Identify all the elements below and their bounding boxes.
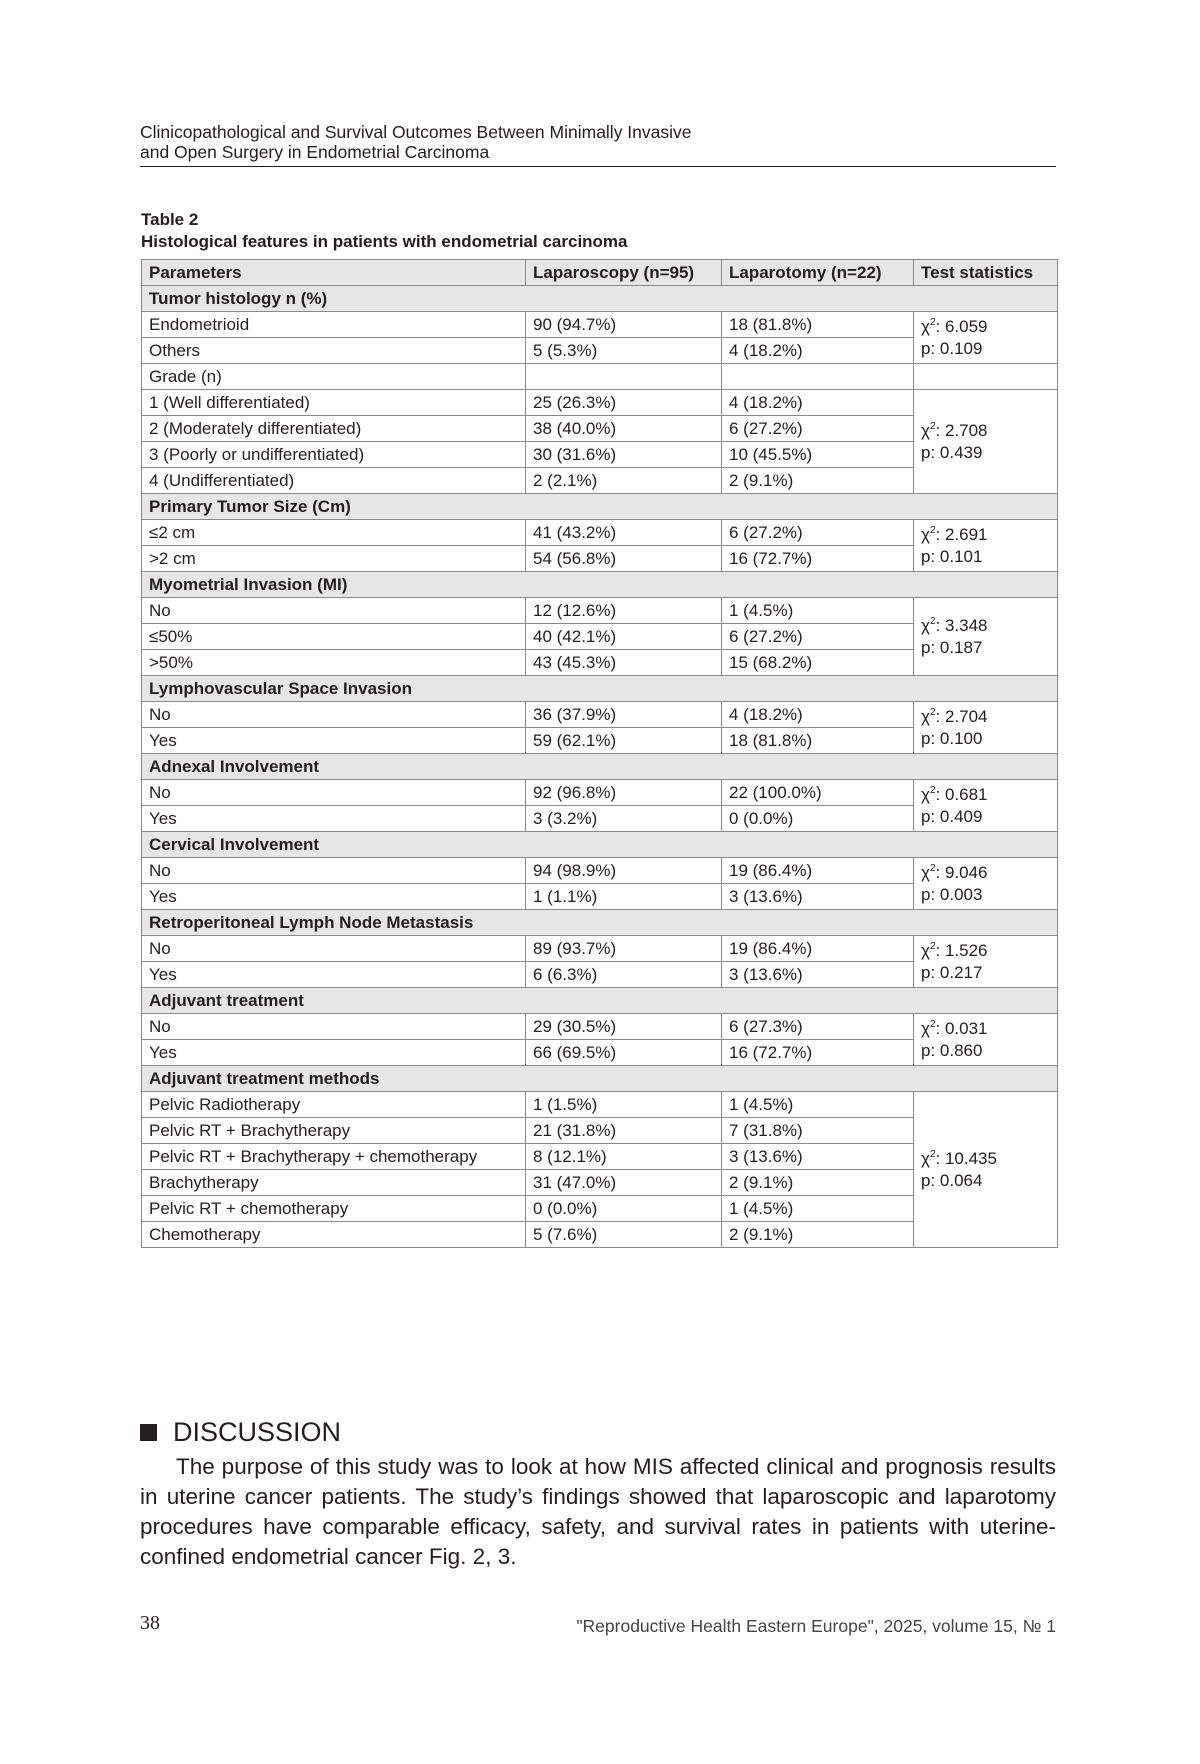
laparotomy-cell: 2 (9.1%) (722, 1222, 914, 1248)
parameter-cell: No (142, 702, 526, 728)
test-statistics-cell (914, 936, 1058, 988)
p-prefix: p: (921, 806, 940, 826)
laparotomy-cell: 2 (9.1%) (722, 468, 914, 494)
parameter-cell: >50% (142, 650, 526, 676)
p-prefix: p: (921, 637, 940, 657)
laparoscopy-cell: 5 (5.3%) (526, 338, 722, 364)
p-prefix: p: (921, 1040, 940, 1060)
table-row (142, 520, 1058, 546)
group-title: Lymphovascular Space Invasion (142, 676, 1058, 702)
group-header-row (142, 494, 1058, 520)
chi-symbol: χ (921, 524, 930, 544)
parameter-cell: No (142, 780, 526, 806)
empty-cell (722, 364, 914, 390)
running-head (140, 122, 1056, 167)
laparotomy-cell: 16 (72.7%) (722, 1040, 914, 1066)
chi-square-value: $\chi^2$: 2.708 (921, 420, 988, 440)
parameter-cell: Yes (142, 1040, 526, 1066)
table-row (142, 598, 1058, 624)
chi-symbol: χ (921, 706, 930, 726)
parameter-cell: Endometrioid (142, 312, 526, 338)
chi-number: 0.031 (944, 1018, 988, 1038)
parameter-cell: Pelvic Radiotherapy (142, 1092, 526, 1118)
group-title: Adjuvant treatment (142, 988, 1058, 1014)
chi-square-value: $\chi^2$: 0.031 (921, 1018, 988, 1038)
p-value (921, 338, 1050, 360)
laparotomy-cell: 18 (81.8%) (722, 312, 914, 338)
laparotomy-cell: 7 (31.8%) (722, 1118, 914, 1144)
parameter-cell: No (142, 936, 526, 962)
laparoscopy-cell: 3 (3.2%) (526, 806, 722, 832)
laparotomy-cell: 18 (81.8%) (722, 728, 914, 754)
chi-square-value: $\chi^2$: 9.046 (921, 862, 988, 882)
laparotomy-cell: 2 (9.1%) (722, 1170, 914, 1196)
laparoscopy-cell: 43 (45.3%) (526, 650, 722, 676)
p-value (921, 884, 1050, 906)
group-title: Grade (n) (142, 364, 526, 390)
chi-square-value: $\chi^2$: 6.059 (921, 316, 988, 336)
running-head-line-2: and Open Surgery in Endometrial Carcinoma (140, 142, 490, 162)
p-prefix: p: (921, 728, 940, 748)
table-row (142, 936, 1058, 962)
table-row (142, 312, 1058, 338)
group-header-row (142, 364, 1058, 390)
header-test-statistics: Test statistics (914, 260, 1058, 286)
laparoscopy-cell: 40 (42.1%) (526, 624, 722, 650)
laparoscopy-cell: 2 (2.1%) (526, 468, 722, 494)
chi-square-value: $\chi^2$: 0.681 (921, 784, 988, 804)
parameter-cell: No (142, 858, 526, 884)
laparotomy-cell: 4 (18.2%) (722, 702, 914, 728)
histology-table (141, 259, 1058, 1248)
chi-symbol: χ (921, 420, 930, 440)
laparoscopy-cell: 89 (93.7%) (526, 936, 722, 962)
group-title: Cervical Involvement (142, 832, 1058, 858)
laparotomy-cell: 15 (68.2%) (722, 650, 914, 676)
table-header-row (142, 260, 1058, 286)
laparotomy-cell: 19 (86.4%) (722, 858, 914, 884)
running-head-line-1: Clinicopathological and Survival Outcomes Between Minimally Invasive (140, 122, 692, 142)
laparotomy-cell: 6 (27.2%) (722, 416, 914, 442)
p-number: 0.409 (939, 806, 983, 826)
discussion-heading-text: DISCUSSION (173, 1417, 342, 1447)
laparotomy-cell: 6 (27.2%) (722, 520, 914, 546)
test-statistics-cell (914, 312, 1058, 364)
chi-exponent: 2 (929, 1018, 936, 1030)
header-parameters: Parameters (142, 260, 526, 286)
laparoscopy-cell: 38 (40.0%) (526, 416, 722, 442)
group-title: Myometrial Invasion (MI) (142, 572, 1058, 598)
chi-exponent: 2 (929, 862, 936, 874)
group-header-row (142, 1066, 1058, 1092)
table-caption (141, 209, 628, 253)
group-header-row (142, 286, 1058, 312)
p-number: 0.100 (939, 728, 983, 748)
laparotomy-cell: 4 (18.2%) (722, 338, 914, 364)
p-value (921, 806, 1050, 828)
p-number: 0.860 (939, 1040, 983, 1060)
laparotomy-cell: 10 (45.5%) (722, 442, 914, 468)
p-number: 0.187 (939, 637, 983, 657)
laparotomy-cell: 19 (86.4%) (722, 936, 914, 962)
chi-exponent: 2 (929, 524, 936, 536)
test-statistics-cell (914, 598, 1058, 676)
chi-exponent: 2 (929, 940, 936, 952)
p-value (921, 637, 1050, 659)
parameter-cell: ≤50% (142, 624, 526, 650)
laparoscopy-cell: 0 (0.0%) (526, 1196, 722, 1222)
page-number: 38 (140, 1612, 160, 1634)
p-number: 0.109 (939, 338, 983, 358)
chi-number: 2.691 (944, 524, 988, 544)
empty-cell (526, 364, 722, 390)
group-header-row (142, 676, 1058, 702)
chi-exponent: 2 (929, 1148, 936, 1160)
table-row (142, 1014, 1058, 1040)
chi-symbol: χ (921, 862, 930, 882)
laparotomy-cell: 6 (27.2%) (722, 624, 914, 650)
p-value (921, 442, 1050, 464)
parameter-cell: 3 (Poorly or undifferentiated) (142, 442, 526, 468)
parameter-cell: Pelvic RT + chemotherapy (142, 1196, 526, 1222)
parameter-cell: Yes (142, 728, 526, 754)
laparoscopy-cell: 66 (69.5%) (526, 1040, 722, 1066)
laparoscopy-cell: 5 (7.6%) (526, 1222, 722, 1248)
group-title: Adjuvant treatment methods (142, 1066, 1058, 1092)
chi-number: 10.435 (944, 1148, 997, 1168)
p-value (921, 546, 1050, 568)
group-header-row (142, 754, 1058, 780)
parameter-cell: No (142, 598, 526, 624)
parameter-cell: Yes (142, 884, 526, 910)
laparoscopy-cell: 6 (6.3%) (526, 962, 722, 988)
p-number: 0.003 (939, 884, 983, 904)
table-label: Table 2 (141, 210, 199, 229)
p-prefix: p: (921, 442, 940, 462)
chi-exponent: 2 (929, 784, 936, 796)
laparoscopy-cell: 94 (98.9%) (526, 858, 722, 884)
chi-exponent: 2 (929, 316, 936, 328)
test-statistics-cell (914, 390, 1058, 494)
table-row (142, 1092, 1058, 1118)
parameter-cell: Pelvic RT + Brachytherapy + chemotherapy (142, 1144, 526, 1170)
laparoscopy-cell: 8 (12.1%) (526, 1144, 722, 1170)
table-row (142, 780, 1058, 806)
laparoscopy-cell: 59 (62.1%) (526, 728, 722, 754)
laparoscopy-cell: 92 (96.8%) (526, 780, 722, 806)
chi-symbol: χ (921, 316, 930, 336)
p-value (921, 962, 1050, 984)
p-value (921, 728, 1050, 750)
square-bullet-icon (140, 1424, 157, 1441)
laparotomy-cell: 4 (18.2%) (722, 390, 914, 416)
laparotomy-cell: 1 (4.5%) (722, 1196, 914, 1222)
chi-symbol: χ (921, 1148, 930, 1168)
p-prefix: p: (921, 1170, 940, 1190)
parameter-cell: Yes (142, 962, 526, 988)
laparoscopy-cell: 30 (31.6%) (526, 442, 722, 468)
laparoscopy-cell: 1 (1.5%) (526, 1092, 722, 1118)
p-value (921, 1170, 1050, 1192)
chi-exponent: 2 (929, 420, 936, 432)
laparotomy-cell: 1 (4.5%) (722, 598, 914, 624)
chi-number: 2.704 (944, 706, 988, 726)
journal-footer: "Reproductive Health Eastern Europe", 2025, volume 15, № 1 (576, 1616, 1056, 1636)
chi-square-value: $\chi^2$: 2.704 (921, 706, 988, 726)
header-laparoscopy: Laparoscopy (n=95) (526, 260, 722, 286)
laparoscopy-cell: 12 (12.6%) (526, 598, 722, 624)
chi-number: 0.681 (944, 784, 988, 804)
p-prefix: p: (921, 546, 940, 566)
laparoscopy-cell: 31 (47.0%) (526, 1170, 722, 1196)
laparotomy-cell: 3 (13.6%) (722, 884, 914, 910)
laparotomy-cell: 3 (13.6%) (722, 1144, 914, 1170)
chi-number: 6.059 (944, 316, 988, 336)
parameter-cell: Others (142, 338, 526, 364)
chi-square-value: $\chi^2$: 10.435 (921, 1148, 997, 1168)
group-header-row (142, 572, 1058, 598)
chi-square-value: $\chi^2$: 1.526 (921, 940, 988, 960)
p-prefix: p: (921, 962, 940, 982)
parameter-cell: Pelvic RT + Brachytherapy (142, 1118, 526, 1144)
group-title: Adnexal Involvement (142, 754, 1058, 780)
chi-number: 2.708 (944, 420, 988, 440)
chi-exponent: 2 (929, 615, 936, 627)
table-title: Histological features in patients with endometrial carcinoma (141, 232, 628, 251)
laparotomy-cell: 0 (0.0%) (722, 806, 914, 832)
p-number: 0.101 (939, 546, 983, 566)
parameter-cell: No (142, 1014, 526, 1040)
chi-number: 3.348 (944, 615, 988, 635)
laparoscopy-cell: 1 (1.1%) (526, 884, 722, 910)
chi-symbol: χ (921, 940, 930, 960)
laparotomy-cell: 1 (4.5%) (722, 1092, 914, 1118)
p-number: 0.217 (939, 962, 983, 982)
test-statistics-cell (914, 858, 1058, 910)
parameter-cell: Chemotherapy (142, 1222, 526, 1248)
laparotomy-cell: 22 (100.0%) (722, 780, 914, 806)
chi-square-value: $\chi^2$: 2.691 (921, 524, 988, 544)
empty-cell (914, 364, 1058, 390)
p-number: 0.064 (939, 1170, 983, 1190)
table-body (142, 286, 1058, 1248)
chi-square-value: $\chi^2$: 3.348 (921, 615, 988, 635)
table-row (142, 702, 1058, 728)
parameter-cell: 2 (Moderately differentiated) (142, 416, 526, 442)
test-statistics-cell (914, 1014, 1058, 1066)
group-header-row (142, 832, 1058, 858)
laparoscopy-cell: 21 (31.8%) (526, 1118, 722, 1144)
group-title: Primary Tumor Size (Cm) (142, 494, 1058, 520)
test-statistics-cell (914, 520, 1058, 572)
laparoscopy-cell: 36 (37.9%) (526, 702, 722, 728)
p-number: 0.439 (939, 442, 983, 462)
table-row (142, 390, 1058, 416)
parameter-cell: Yes (142, 806, 526, 832)
p-prefix: p: (921, 884, 940, 904)
group-header-row (142, 988, 1058, 1014)
p-prefix: p: (921, 338, 940, 358)
parameter-cell: Brachytherapy (142, 1170, 526, 1196)
laparotomy-cell: 6 (27.3%) (722, 1014, 914, 1040)
chi-symbol: χ (921, 784, 930, 804)
laparoscopy-cell: 25 (26.3%) (526, 390, 722, 416)
discussion-heading (140, 1416, 1056, 1448)
parameter-cell: >2 cm (142, 546, 526, 572)
laparotomy-cell: 3 (13.6%) (722, 962, 914, 988)
laparoscopy-cell: 41 (43.2%) (526, 520, 722, 546)
parameter-cell: 4 (Undifferentiated) (142, 468, 526, 494)
laparoscopy-cell: 90 (94.7%) (526, 312, 722, 338)
group-title: Tumor histology n (%) (142, 286, 1058, 312)
laparoscopy-cell: 54 (56.8%) (526, 546, 722, 572)
chi-number: 1.526 (944, 940, 988, 960)
group-title: Retroperitoneal Lymph Node Metastasis (142, 910, 1058, 936)
header-laparotomy: Laparotomy (n=22) (722, 260, 914, 286)
discussion-paragraph: The purpose of this study was to look at how MIS affected clinical and prognosis results in uterine cancer patients. The study’s findings showed that laparoscopic and laparotomy procedures have comparable efficacy, safety, and survival rates in patients with uterine-confined endometrial cancer Fig. 2, 3. (140, 1454, 1056, 1569)
chi-number: 9.046 (944, 862, 988, 882)
parameter-cell: 1 (Well differentiated) (142, 390, 526, 416)
discussion-section (140, 1416, 1056, 1572)
test-statistics-cell (914, 780, 1058, 832)
laparoscopy-cell: 29 (30.5%) (526, 1014, 722, 1040)
p-value (921, 1040, 1050, 1062)
table-row (142, 858, 1058, 884)
chi-symbol: χ (921, 1018, 930, 1038)
laparotomy-cell: 16 (72.7%) (722, 546, 914, 572)
group-header-row (142, 910, 1058, 936)
test-statistics-cell (914, 1092, 1058, 1248)
chi-symbol: χ (921, 615, 930, 635)
parameter-cell: ≤2 cm (142, 520, 526, 546)
test-statistics-cell (914, 702, 1058, 754)
chi-exponent: 2 (929, 706, 936, 718)
